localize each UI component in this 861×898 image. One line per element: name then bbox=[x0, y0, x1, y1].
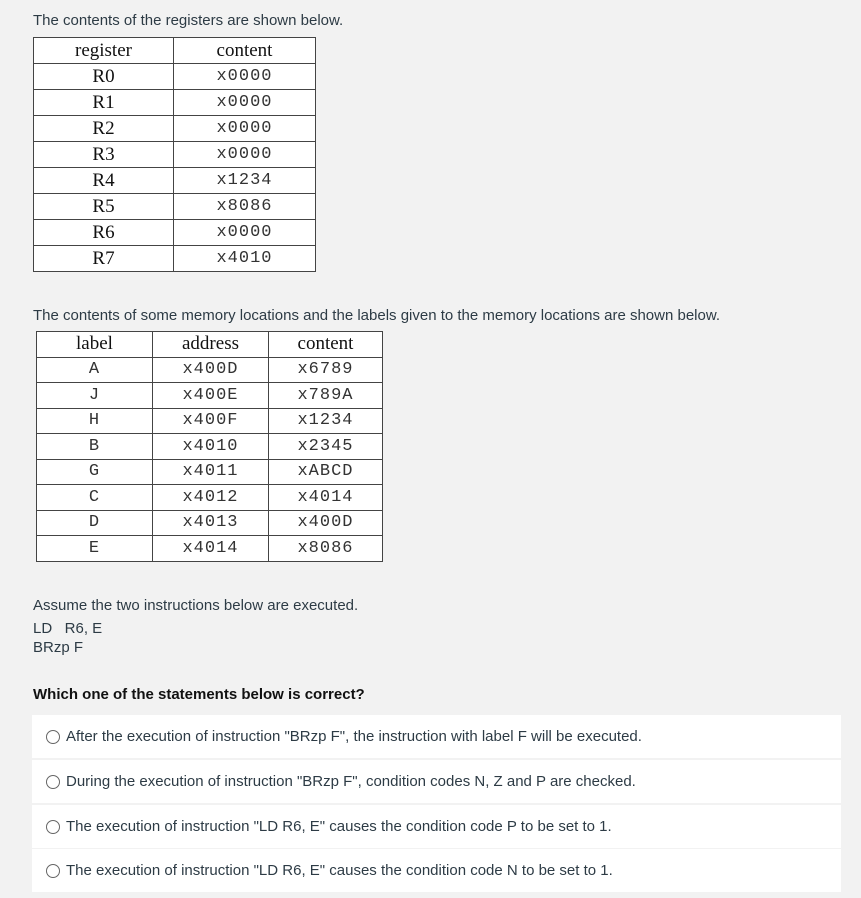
question: Which one of the statements below is correct? bbox=[33, 686, 365, 703]
header-content: content bbox=[174, 38, 316, 64]
table-row bbox=[34, 90, 316, 116]
assume-text: Assume the two instructions below are executed. bbox=[33, 597, 359, 614]
table-cell: R3 bbox=[34, 142, 174, 168]
table-cell: x4013 bbox=[153, 510, 269, 536]
header-address: address bbox=[153, 332, 269, 358]
table-cell: H bbox=[37, 408, 153, 434]
answer-option-2[interactable] bbox=[32, 760, 841, 803]
table-cell: R0 bbox=[34, 64, 174, 90]
table-cell: x8086 bbox=[269, 536, 383, 562]
table-row bbox=[37, 383, 383, 409]
header-register: register bbox=[34, 38, 174, 64]
registers-table bbox=[33, 37, 316, 272]
table-cell: x4010 bbox=[174, 246, 316, 272]
header-content: content bbox=[269, 332, 383, 358]
table-cell: x0000 bbox=[174, 116, 316, 142]
answer-option-3[interactable] bbox=[32, 805, 841, 848]
table-cell: x400D bbox=[269, 510, 383, 536]
table-cell: x4010 bbox=[153, 434, 269, 460]
table-row bbox=[37, 459, 383, 485]
instruction-2: BRzp F bbox=[33, 639, 84, 656]
table-row bbox=[37, 510, 383, 536]
memory-table bbox=[36, 331, 383, 562]
table-cell: x789A bbox=[269, 383, 383, 409]
table-cell: x2345 bbox=[269, 434, 383, 460]
table-cell: x1234 bbox=[269, 408, 383, 434]
table-cell: x4014 bbox=[153, 536, 269, 562]
table-row bbox=[34, 194, 316, 220]
table-row bbox=[34, 142, 316, 168]
table-cell: x0000 bbox=[174, 220, 316, 246]
table-cell: A bbox=[37, 357, 153, 383]
table-cell: B bbox=[37, 434, 153, 460]
table-cell: x0000 bbox=[174, 90, 316, 116]
option-label: During the execution of instruction "BRzp F", condition codes N, Z and P are checked. bbox=[66, 773, 636, 790]
radio-button[interactable] bbox=[46, 864, 60, 878]
registers-intro: The contents of the registers are shown below. bbox=[33, 12, 344, 29]
radio-button[interactable] bbox=[46, 820, 60, 834]
radio-button[interactable] bbox=[46, 730, 60, 744]
option-label: The execution of instruction "LD R6, E" causes the condition code P to be set to 1. bbox=[66, 818, 612, 835]
table-cell: R7 bbox=[34, 246, 174, 272]
table-cell: x8086 bbox=[174, 194, 316, 220]
table-cell: x0000 bbox=[174, 64, 316, 90]
table-cell: R6 bbox=[34, 220, 174, 246]
table-cell: x0000 bbox=[174, 142, 316, 168]
answer-option-4[interactable] bbox=[32, 849, 841, 892]
answer-option-1[interactable] bbox=[32, 715, 841, 758]
table-row bbox=[34, 168, 316, 194]
table-cell: x4012 bbox=[153, 485, 269, 511]
table-cell: J bbox=[37, 383, 153, 409]
table-cell: xABCD bbox=[269, 459, 383, 485]
table-cell: x400E bbox=[153, 383, 269, 409]
table-cell: x400F bbox=[153, 408, 269, 434]
memory-intro: The contents of some memory locations and the labels given to the memory locations are shown below. bbox=[33, 307, 721, 324]
option-label: The execution of instruction "LD R6, E" causes the condition code N to be set to 1. bbox=[66, 862, 613, 879]
table-cell: R4 bbox=[34, 168, 174, 194]
header-label: label bbox=[37, 332, 153, 358]
table-cell: D bbox=[37, 510, 153, 536]
table-cell: R5 bbox=[34, 194, 174, 220]
table-row bbox=[37, 357, 383, 383]
table-cell: x1234 bbox=[174, 168, 316, 194]
table-cell: G bbox=[37, 459, 153, 485]
table-row bbox=[37, 408, 383, 434]
table-cell: x400D bbox=[153, 357, 269, 383]
table-row bbox=[37, 485, 383, 511]
table-cell: x4011 bbox=[153, 459, 269, 485]
table-row bbox=[34, 220, 316, 246]
table-row bbox=[34, 116, 316, 142]
table-cell: C bbox=[37, 485, 153, 511]
table-cell: x6789 bbox=[269, 357, 383, 383]
table-cell: R1 bbox=[34, 90, 174, 116]
table-cell: E bbox=[37, 536, 153, 562]
table-row bbox=[34, 246, 316, 272]
table-row bbox=[34, 64, 316, 90]
table-cell: R2 bbox=[34, 116, 174, 142]
radio-button[interactable] bbox=[46, 775, 60, 789]
table-cell: x4014 bbox=[269, 485, 383, 511]
instruction-1: LD R6, E bbox=[33, 620, 103, 637]
table-row bbox=[37, 536, 383, 562]
table-row bbox=[37, 434, 383, 460]
option-label: After the execution of instruction "BRzp F", the instruction with label F will be executed. bbox=[66, 728, 642, 745]
